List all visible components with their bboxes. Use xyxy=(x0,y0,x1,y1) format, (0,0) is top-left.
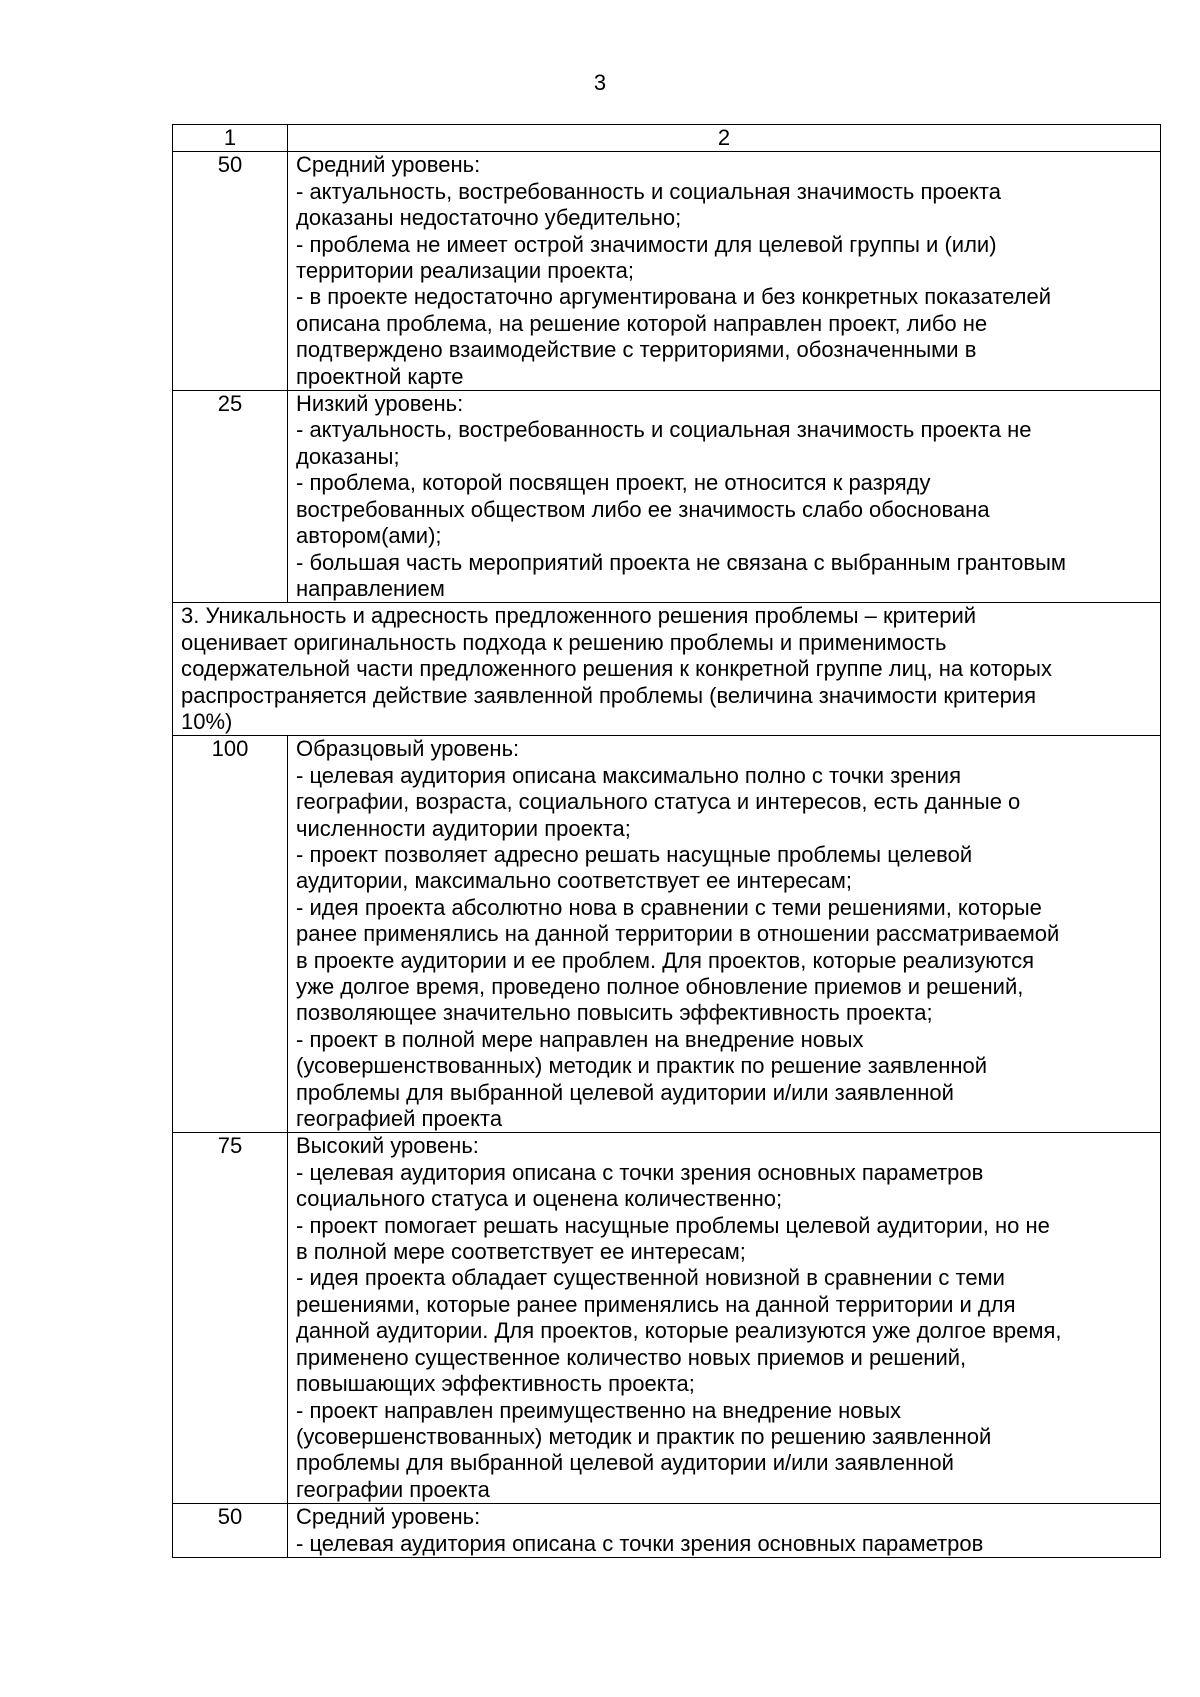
description-line: Средний уровень: xyxy=(296,152,481,178)
description-line: ранее применялись на данной территории в отношении рассматриваемой xyxy=(296,921,1060,947)
description-line: (усовершенствованных) методик и практик по решение заявленной xyxy=(296,1053,988,1079)
description-line: географией проекта xyxy=(296,1106,503,1132)
description-line: проблемы для выбранной целевой аудитории и/или заявленной xyxy=(296,1450,954,1476)
description-line: - в проекте недостаточно аргументирована и без конкретных показателей xyxy=(296,284,1052,310)
criterion-section-row xyxy=(173,603,1161,736)
description-line: Средний уровень: xyxy=(296,1504,481,1530)
description-line: данной аудитории. Для проектов, которые реализуются уже долгое время, xyxy=(296,1318,1062,1344)
description-line: Высокий уровень: xyxy=(296,1133,479,1159)
description-line: - целевая аудитория описана с точки зрения основных параметров xyxy=(296,1530,984,1556)
description-line: позволяющее значительно повысить эффективность проекта; xyxy=(296,1000,933,1026)
description-line: в полной мере соответствует ее интересам; xyxy=(296,1239,746,1265)
table-row xyxy=(173,391,1161,603)
description-line: описана проблема, на решение которой направлен проект, либо не xyxy=(296,310,988,336)
description-line: применено существенное количество новых приемов и решений, xyxy=(296,1344,967,1370)
description-line: - большая часть мероприятий проекта не связана с выбранным грантовым xyxy=(296,549,1066,575)
level-description xyxy=(288,736,1161,1133)
description-line: проблемы для выбранной целевой аудитории и/или заявленной xyxy=(296,1079,954,1105)
table-row xyxy=(173,1133,1161,1504)
column-header-2: 2 xyxy=(288,125,1161,152)
description-line: социального статуса и оценена количественно; xyxy=(296,1186,783,1212)
page-number: 3 xyxy=(593,70,607,95)
description-line: - проект позволяет адресно решать насущные проблемы целевой xyxy=(296,841,973,867)
criteria-table xyxy=(172,124,1161,1558)
description-line: аудитории, максимально соответствует ее интересам; xyxy=(296,868,853,894)
description-line: - проблема, которой посвящен проект, не относится к разряду xyxy=(296,470,931,496)
description-line: - проект в полной мере направлен на внедрение новых xyxy=(296,1026,864,1052)
description-line: востребованных обществом либо ее значимость слабо обоснована xyxy=(296,496,990,522)
description-line: в проекте аудитории и ее проблем. Для проектов, которые реализуются xyxy=(296,947,1034,973)
description-line: - актуальность, востребованность и социальная значимость проекта не xyxy=(296,417,1032,443)
description-line: - целевая аудитория описана максимально полно с точки зрения xyxy=(296,762,962,788)
score-cell: 50 xyxy=(173,152,288,391)
description-line: решениями, которые ранее применялись на данной территории и для xyxy=(296,1291,1016,1317)
description-line: Низкий уровень: xyxy=(296,391,464,417)
description-line: уже долгое время, проведено полное обновление приемов и решений, xyxy=(296,974,1024,999)
score-cell: 50 xyxy=(173,1504,288,1558)
description-line: (усовершенствованных) методик и практик по решению заявленной xyxy=(296,1423,992,1449)
description-line: географии, возраста, социального статуса и интересов, есть данные о xyxy=(296,789,1021,815)
description-line: повышающих эффективность проекта; xyxy=(296,1371,695,1397)
level-description xyxy=(288,1504,1161,1558)
column-header-1: 1 xyxy=(173,125,288,152)
description-line: - идея проекта обладает существенной новизной в сравнении с теми xyxy=(296,1265,1005,1291)
criterion-title-line: распространяется действие заявленной проблемы (величина значимости критерия xyxy=(181,682,1037,708)
table-header-row xyxy=(173,125,1161,152)
score-cell: 100 xyxy=(173,736,288,1133)
description-line: автором(ами); xyxy=(296,523,442,549)
criterion-title-line: 10%) xyxy=(181,708,233,734)
description-line: проектной карте xyxy=(296,363,464,389)
description-line: - идея проекта абсолютно нова в сравнении с теми решениями, которые xyxy=(296,894,1042,920)
level-description xyxy=(288,152,1161,391)
criterion-title-line: оценивает оригинальность подхода к решению проблемы и применимость xyxy=(181,629,947,655)
description-line: доказаны недостаточно убедительно; xyxy=(296,205,682,231)
criterion-title-line: 3. Уникальность и адресность предложенного решения проблемы – критерий xyxy=(181,603,977,629)
description-line: доказаны; xyxy=(296,443,400,469)
description-line: - проблема не имеет острой значимости для целевой группы и (или) xyxy=(296,231,997,257)
description-line: - целевая аудитория описана с точки зрения основных параметров xyxy=(296,1159,984,1185)
description-line: географии проекта xyxy=(296,1476,490,1502)
score-cell: 75 xyxy=(173,1133,288,1504)
description-line: - проект помогает решать насущные проблемы целевой аудитории, но не xyxy=(296,1212,1050,1238)
table-row xyxy=(173,736,1161,1133)
table-row xyxy=(173,1504,1161,1558)
criterion-title xyxy=(173,603,1161,736)
description-line: - проект направлен преимущественно на внедрение новых xyxy=(296,1397,901,1423)
description-line: территории реализации проекта; xyxy=(296,258,634,284)
description-line: направлением xyxy=(296,575,445,601)
score-cell: 25 xyxy=(173,391,288,603)
level-description xyxy=(288,391,1161,603)
criterion-title-line: содержательной части предложенного решения к конкретной группе лиц, на которых xyxy=(181,656,1052,682)
table-row xyxy=(173,152,1161,391)
level-description xyxy=(288,1133,1161,1504)
description-line: - актуальность, востребованность и социальная значимость проекта xyxy=(296,178,1001,204)
description-line: численности аудитории проекта; xyxy=(296,815,631,841)
description-line: подтверждено взаимодействие с территориями, обозначенными в xyxy=(296,337,977,363)
description-line: Образцовый уровень: xyxy=(296,736,520,762)
